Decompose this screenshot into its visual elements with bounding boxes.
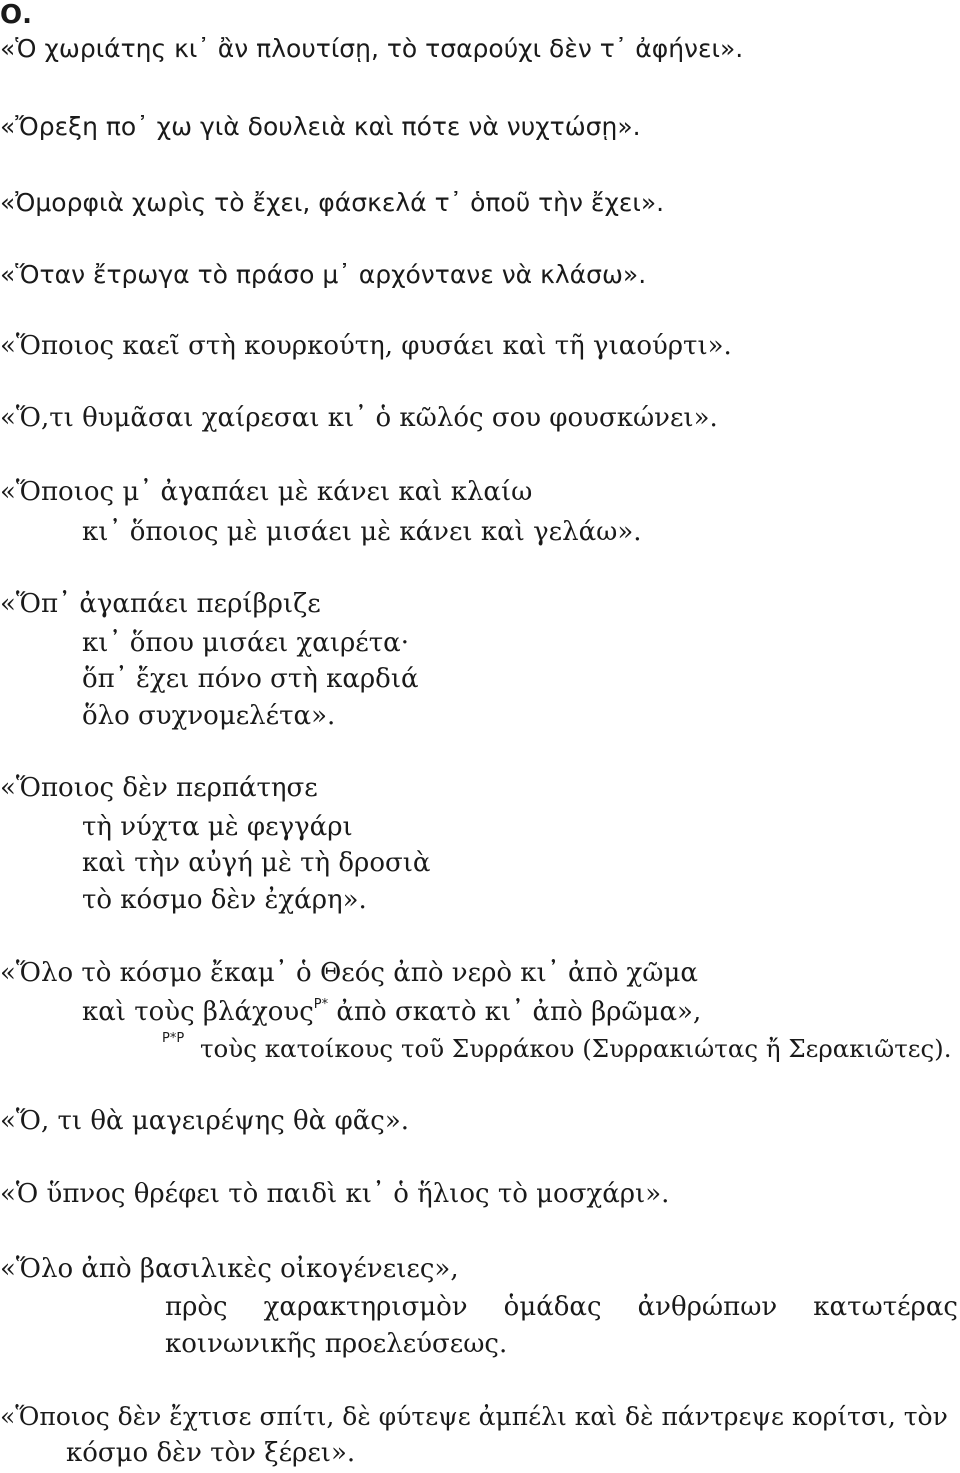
proverb-13-word: κατωτέρας (813, 1292, 958, 1322)
proverb-10-line-2b: ἀπὸ σκατὸ κι᾽ ἀπὸ βρῶμα», (336, 997, 702, 1027)
proverb-13-word: ἀνθρώπων (637, 1292, 778, 1322)
footnote-text: τοὺς κατοίκους τοῦ Συρράκου (Συρρακιώτας ἤ Σερακιῶτες). (200, 1034, 952, 1063)
proverb-8-line-1: «Ὅπ᾽ ἀγαπάει περίβριζε (0, 589, 321, 619)
proverb-3: «Ὀμορφιὰ χωρὶς τὸ ἔχει, φάσκελά τ᾽ ὁποῦ τὴν ἔχει». (0, 188, 665, 217)
proverb-2: «Ὄρεξη πο᾽ χω γιὰ δουλειὰ καὶ πότε νὰ νυχτώσῃ». (0, 112, 641, 141)
proverb-11: «Ὅ, τι θὰ μαγειρέψης θὰ φᾶς». (0, 1106, 409, 1136)
proverb-12: «Ὁ ὕπνος θρέφει τὸ παιδὶ κι᾽ ὁ ἥλιος τὸ μοσχάρι». (0, 1179, 670, 1209)
proverb-8-line-3: ὅπ᾽ ἔχει πόνο στὴ καρδιά (82, 664, 419, 694)
proverb-6: «Ὅ,τι θυμᾶσαι χαίρεσαι κι᾽ ὁ κῶλός σου φουσκώνει». (0, 403, 718, 433)
proverb-10-line-1: «Ὅλο τὸ κόσμο ἔκαμ᾽ ὁ Θεός ἀπὸ νερὸ κι᾽ ἀπὸ χῶμα (0, 958, 698, 988)
proverb-9-line-2: τὴ νύχτα μὲ φεγγάρι (82, 812, 353, 842)
proverb-8-line-2: κι᾽ ὅπου μισάει χαιρέτα· (82, 628, 409, 658)
proverb-10-line-2a: καὶ τοὺς βλάχους (82, 997, 314, 1027)
section-heading: Ο. (0, 0, 32, 30)
proverb-5: «Ὅποιος καεῖ στὴ κουρκούτη, φυσάει καὶ τῆ γιαούρτι». (0, 331, 732, 361)
footnote-note-marker: P*P (162, 1031, 185, 1046)
proverb-14-line-2: κόσμο δὲν τὸν ξέρει». (66, 1438, 356, 1468)
proverb-9-line-4: τὸ κόσμο δὲν ἐχάρη». (82, 885, 367, 915)
proverb-7-line-1: «Ὅποιος μ᾽ ἀγαπάει μὲ κάνει καὶ κλαίω (0, 477, 533, 507)
proverb-14-line-1: «Ὅποιος δὲν ἔχτισε σπίτι, δὲ φύτεψε ἀμπέλι καὶ δὲ πάντρεψε κορίτσι, τὸν (0, 1402, 948, 1431)
proverb-9-line-3: καὶ τὴν αὐγή μὲ τὴ δροσιὰ (82, 848, 431, 878)
proverb-4: «Ὅταν ἔτρωγα τὸ πράσο μ᾽ αρχόντανε νὰ κλάσω». (0, 260, 647, 289)
proverb-7-line-2: κι᾽ ὅποιος μὲ μισάει μὲ κάνει καὶ γελάω». (82, 517, 642, 547)
proverb-8-line-4: ὅλο συχνομελέτα». (82, 701, 336, 731)
footnote-marker: P* (313, 997, 329, 1012)
proverb-10-line-2 (82, 998, 701, 1025)
proverb-13-word: ὁμάδας (503, 1292, 602, 1322)
proverb-13-line-2 (165, 1294, 958, 1320)
proverb-13-word: χαρακτηρισμὸν (263, 1292, 468, 1322)
proverb-9-line-1: «Ὅποιος δὲν περπάτησε (0, 773, 318, 803)
proverb-13-line-1: «Ὅλο ἀπὸ βασιλικὲς οἰκογένειες», (0, 1254, 459, 1284)
proverb-13-word: πρὸς (165, 1292, 228, 1322)
proverb-13-line-3: κοινωνικῆς προελεύσεως. (165, 1329, 508, 1359)
proverb-1: «Ὁ χωριάτης κι᾽ ἂν πλουτίσῃ, τὸ τσαρούχι δὲν τ᾽ ἀφήνει». (0, 34, 744, 63)
